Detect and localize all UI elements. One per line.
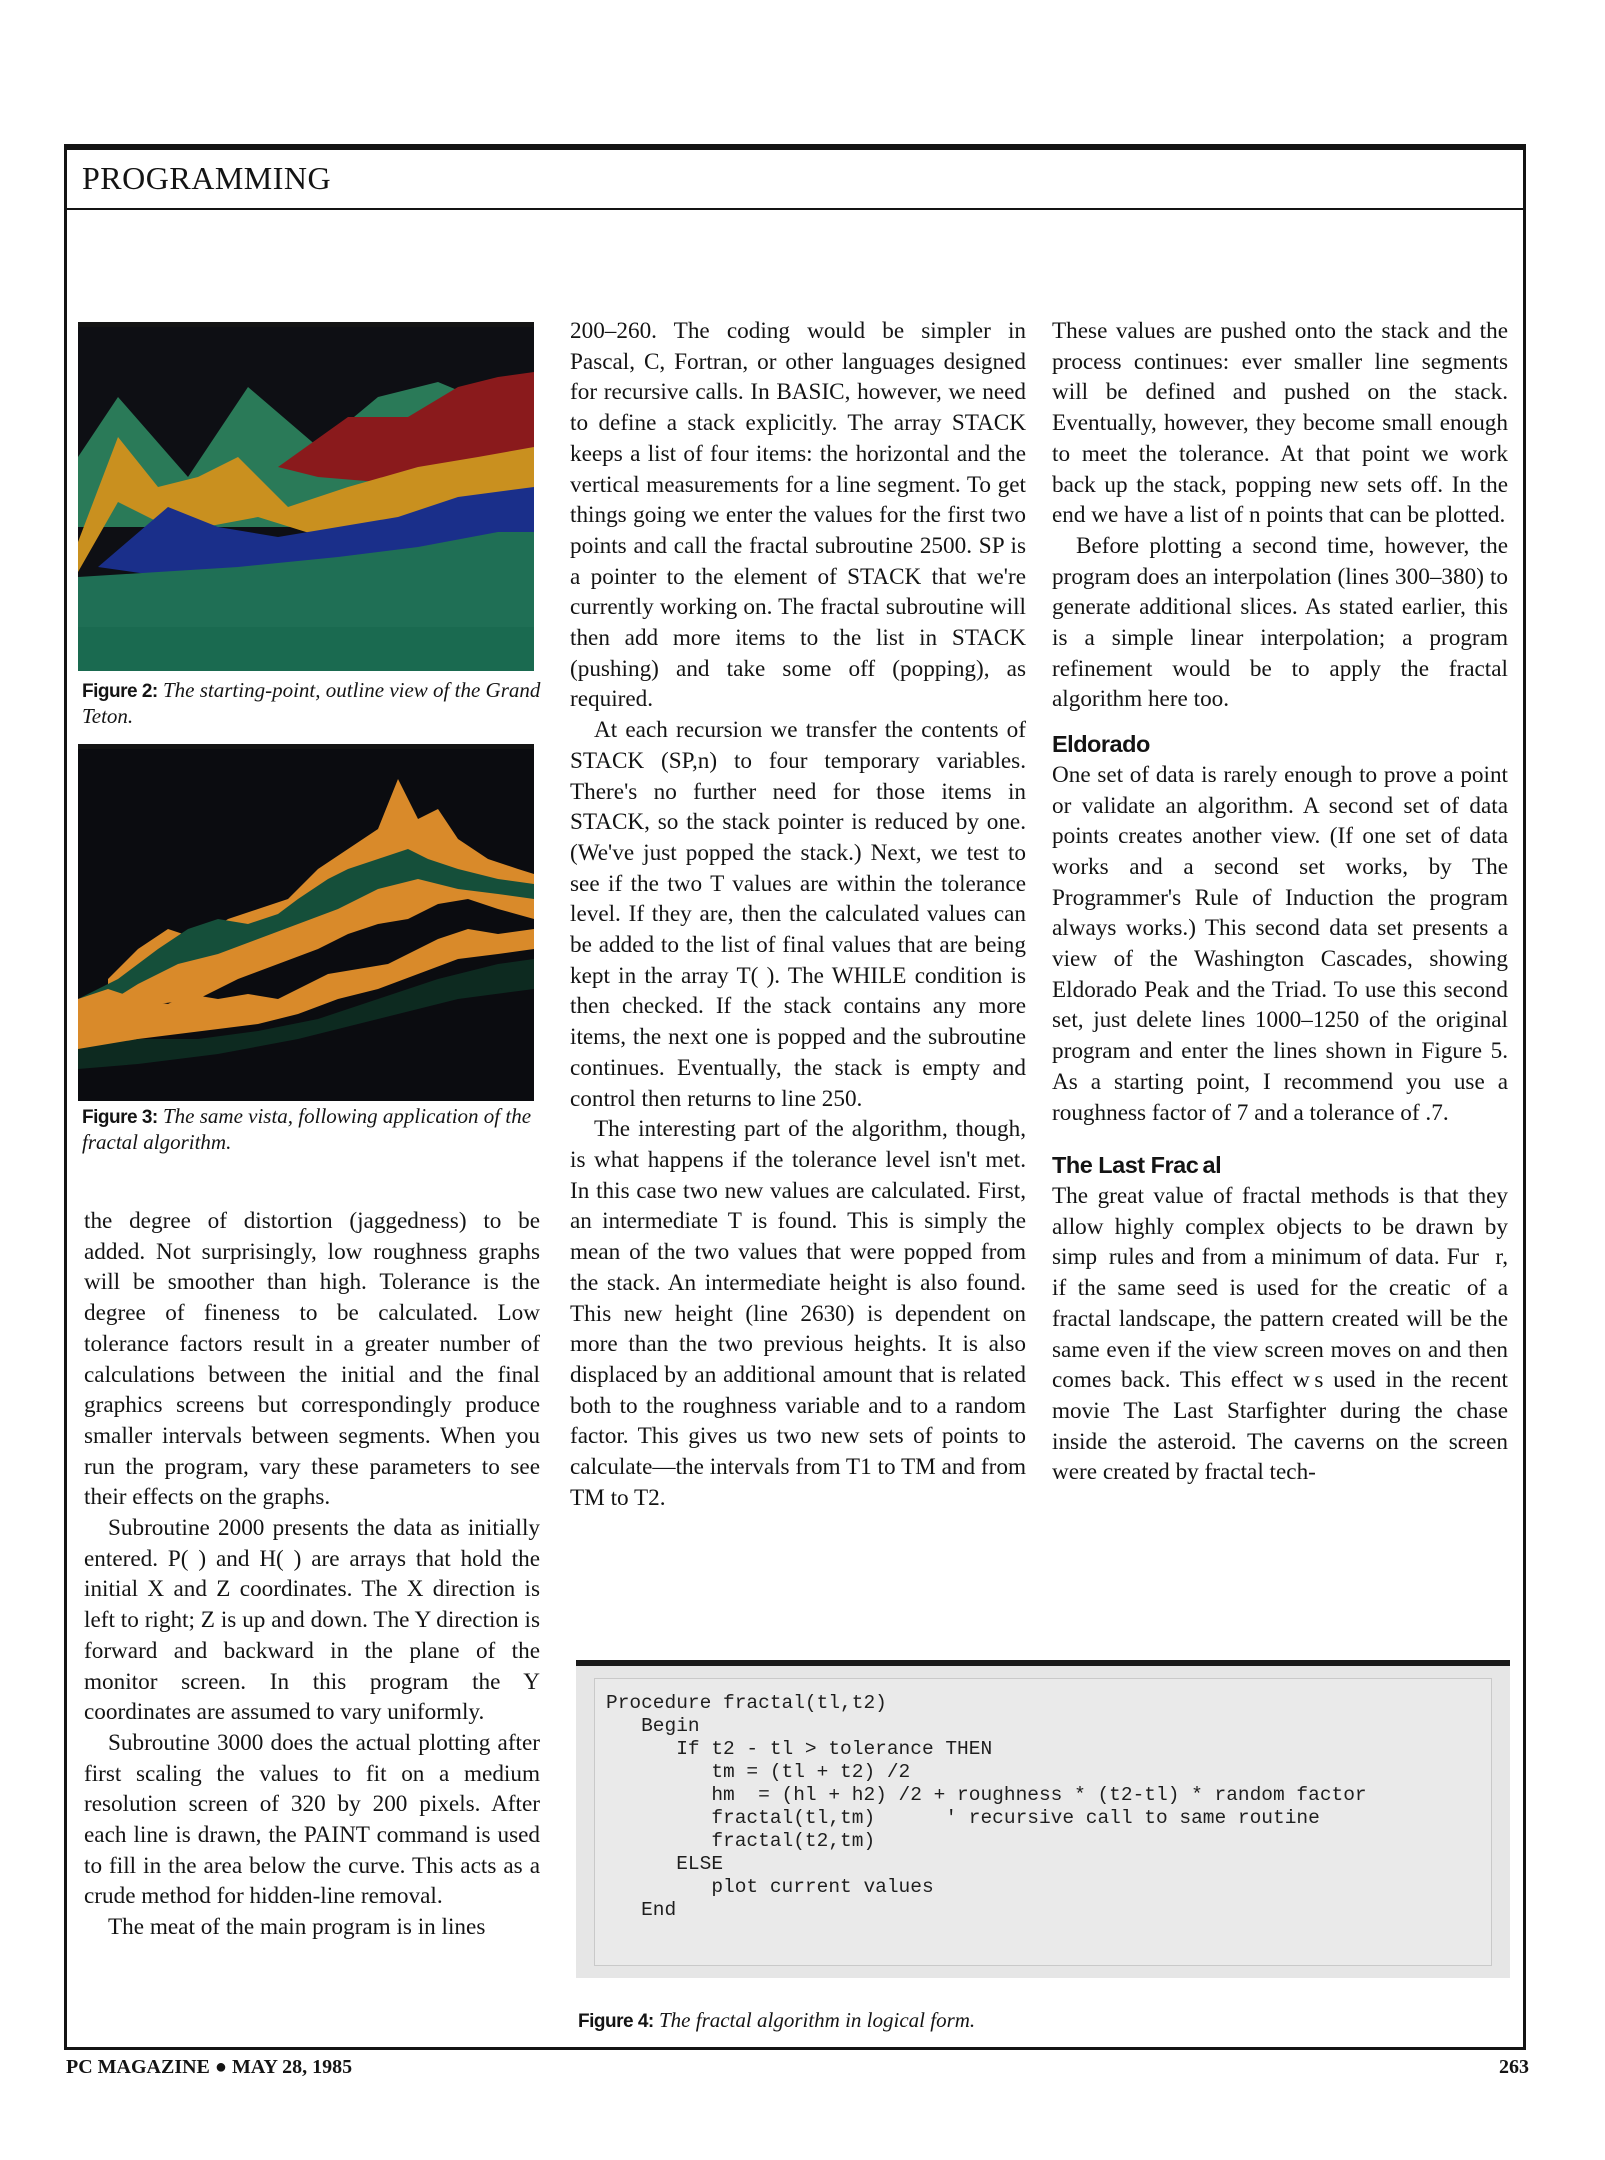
figure-2-image [78, 322, 534, 671]
figure-4-caption [578, 2008, 1478, 2034]
heading-last-fractal: The Last Frac al [1052, 1152, 1222, 1179]
col2-paragraph-1: 200–260. The coding would be simpler in Pascal, C, Fortran, or other languages designed for recursive calls. In BASIC, however, we need to define a stack explicitly. The array STACK keeps a list of four items: the horizontal and the vertical measurements for a line segment. To get things going we enter the values for the first two points and call the fractal subroutine 2500. SP is a pointer to the element of STACK that we're currently working on. The fractal subroutine will then add more items to the list in STACK (pushing) and take some off (popping), as required. [570, 318, 1026, 713]
figure-4-label: Figure 4: [578, 2011, 654, 2032]
column-2 [570, 316, 1026, 1513]
col1-paragraph-1: the degree of distortion (jaggedness) to be added. Not surprisingly, low roughness graphs will be smoother than high. Tolerance is the degree of fineness to be calculated. Low tolerance factors result in a greater number of calculations between the initial and the final graphics screens but correspondingly produce smaller intervals between segments. When you run the program, vary these parameters to see their effects on the graphs. [84, 1208, 540, 1511]
col1-paragraph-4: The meat of the main program is in lines [108, 1914, 486, 1941]
figure-3-caption-text: The same vista, following application of the fractal algorithm. [82, 1104, 532, 1154]
figure-3-image [78, 744, 534, 1101]
col2-paragraph-2: At each recursion we transfer the contents of STACK (SP,n) to four temporary variables. There's no further need for those items in STACK, so the stack pointer is reduced by one. (We've just popped the stack.) Next, we test to see if the two T values are within the tolerance level. If they are, then the calculated values can be added to the list of final values that are being kept in the array T( ). The WHILE condition is then checked. If the stack contains any more items, the next one is popped and the subroutine continues. Eventually, the stack is empty and control then returns to line 250. [570, 717, 1026, 1112]
figure-3-caption [82, 1104, 542, 1154]
figure-4-code-box [576, 1660, 1510, 1978]
col1-paragraph-3: Subroutine 3000 does the actual plotting after first scaling the values to fit on a medium resolution screen of 320 by 200 pixels. After each line is drawn, the PAINT command is used to fill in the area below the curve. This acts as a crude method for hidden-line removal. [84, 1729, 540, 1910]
heading-eldorado: Eldorado [1052, 731, 1150, 758]
footer-page-number: 263 [1499, 2056, 1529, 2078]
section-header [64, 144, 1526, 210]
section-title: PROGRAMMING [82, 160, 332, 196]
footer-publication: PC MAGAZINE ● MAY 28, 1985 [66, 2056, 353, 2078]
col2-paragraph-3: The interesting part of the algorithm, though, is what happens if the tolerance level isn't met. In this case two new values are calculated. First, an intermediate T is found. This is simply the mean of the two values that were popped from the stack. An intermediate height is also found. This new height (line 2630) is dependent on more than the two previous heights. It is also displaced by an additional amount that is related both to the roughness variable and to a random factor. This gives us two new sets of points to calculate—the intervals from T1 to TM and from TM to T2. [570, 1116, 1026, 1511]
code-listing: Procedure fractal(tl,t2) Begin If t2 - tl > tolerance THEN tm = (tl + t2) /2 hm = (hl + h2) /2 + roughness * (t2-tl) * random factor fractal(tl,tm) ' recursive call to same routine fractal(t2,tm) ELSE plot current values End [606, 1692, 1367, 1921]
figure-2-caption-text: The starting-point, outline view of the Grand Teton. [82, 678, 541, 728]
figure-3-label: Figure 3: [82, 1107, 158, 1128]
col3-paragraph-3: One set of data is rarely enough to prove a point or validate an algorithm. A second set of data points creates another view. (If one set of data works and a second set works, by The Programmer's Rule of Induction the program always works.) This second data set presents a view of the Washington Cascades, showing Eldorado Peak and the Triad. To use this second set, just delete lines 1000–1250 of the original program and enter the lines shown in Figure 5. As a starting point, I recommend you use a roughness factor of 7 and a tolerance of .7. [1052, 761, 1508, 1126]
figure-4-caption-text: The fractal algorithm in logical form. [658, 2008, 976, 2032]
column-3 [1052, 316, 1508, 1488]
figure-2-caption [82, 678, 542, 728]
col1-paragraph-2: Subroutine 2000 presents the data as initially entered. P( ) and H( ) are arrays that hold the initial X and Z coordinates. The X direction is left to right; Z is up and down. The Y direction is forward and backward in the plane of the monitor screen. In this program the Y coordinates are assumed to vary uniformly. [84, 1515, 540, 1726]
col3-paragraph-2: Before plotting a second time, however, the program does an interpolation (lines 300–380) to generate additional slices. As stated earlier, this is a simple linear interpolation; a program refinement would be to apply the fractal algorithm here too. [1052, 532, 1508, 713]
col3-paragraph-4: The great value of fractal methods is that they allow highly complex objects to be drawn by simp rules and from a minimum of data. Fur r, if the same seed is used for the creatic of a fractal landscape, the pattern created will be the same even if the view screen moves on and then comes back. This effect w s used in the recent movie The Last Starfighter during the chase inside the asteroid. The caverns on the screen were created by fractal tech- [1052, 1182, 1508, 1486]
col3-paragraph-1: These values are pushed onto the stack and the process continues: ever smaller line segments will be defined and pushed on the stack. Eventually, however, they become small enough to meet the tolerance. At that point we work back up the stack, popping new sets off. In the end we have a list of n points that can be plotted. [1052, 318, 1508, 529]
figure-2-label: Figure 2: [82, 681, 158, 702]
column-1 [84, 1206, 540, 1943]
